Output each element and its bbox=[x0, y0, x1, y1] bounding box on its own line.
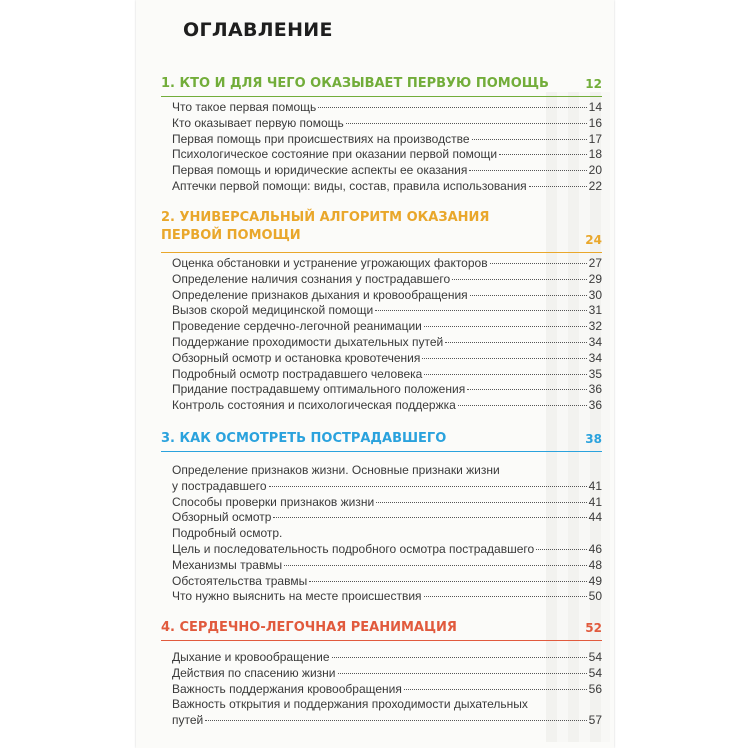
toc-entry[interactable] bbox=[172, 319, 602, 335]
entry-title: Способы проверки признаков жизни bbox=[172, 494, 375, 509]
entry-page: 44 bbox=[588, 510, 602, 525]
dot-leader bbox=[338, 673, 587, 674]
section-page: 38 bbox=[585, 432, 602, 446]
page-title: ОГЛАВЛЕНИЕ bbox=[183, 19, 333, 41]
entry-title: Действия по спасению жизни bbox=[172, 665, 336, 680]
dot-leader bbox=[472, 139, 587, 140]
dot-leader bbox=[470, 295, 587, 296]
dot-leader bbox=[346, 123, 587, 124]
toc-entry[interactable] bbox=[172, 463, 602, 479]
toc-entry[interactable] bbox=[172, 288, 602, 304]
toc-entry[interactable] bbox=[172, 666, 602, 682]
entry-title: Поддержание проходимости дыхательных путей bbox=[172, 334, 444, 349]
entry-page: 46 bbox=[588, 541, 602, 556]
toc-entry[interactable] bbox=[172, 495, 602, 511]
entry-page: 34 bbox=[588, 334, 602, 349]
entry-page: 41 bbox=[588, 494, 602, 509]
entry-page: 54 bbox=[588, 665, 602, 680]
toc-entry[interactable] bbox=[172, 367, 602, 383]
toc-entry[interactable] bbox=[172, 589, 602, 605]
section-title: 4. СЕРДЕЧНО-ЛЕГОЧНАЯ РЕАНИМАЦИЯ bbox=[161, 620, 457, 635]
toc-section-1 bbox=[161, 75, 602, 195]
toc-entry[interactable] bbox=[172, 650, 602, 666]
toc-entry[interactable] bbox=[172, 382, 602, 398]
dot-leader bbox=[376, 502, 586, 503]
entry-list bbox=[161, 256, 602, 414]
dot-leader bbox=[445, 342, 586, 343]
dot-leader bbox=[273, 517, 586, 518]
toc-section-4 bbox=[161, 619, 602, 729]
dot-leader bbox=[284, 565, 587, 566]
dot-leader bbox=[422, 358, 586, 359]
toc-entry[interactable] bbox=[172, 116, 602, 132]
entry-page: 30 bbox=[588, 287, 602, 302]
section-title-line-1: 2. УНИВЕРСАЛЬНЫЙ АЛГОРИТМ ОКАЗАНИЯ bbox=[161, 210, 490, 225]
toc-entry[interactable] bbox=[172, 335, 602, 351]
entry-page: 16 bbox=[588, 115, 602, 130]
entry-page: 35 bbox=[588, 366, 602, 381]
dot-leader bbox=[529, 186, 587, 187]
entry-title: Первая помощь при происшествиях на производстве bbox=[172, 131, 470, 146]
toc-entry[interactable] bbox=[172, 272, 602, 288]
entry-title: Подробный осмотр пострадавшего человека bbox=[172, 366, 423, 381]
dot-leader bbox=[452, 279, 587, 280]
section-divider bbox=[161, 640, 602, 641]
dot-leader bbox=[469, 170, 586, 171]
entry-page: 41 bbox=[588, 478, 602, 493]
section-header[interactable] bbox=[161, 75, 602, 93]
entry-title: Придание пострадавшему оптимального положения bbox=[172, 382, 466, 397]
entry-page: 27 bbox=[588, 256, 602, 270]
toc-entry[interactable] bbox=[172, 256, 602, 272]
entry-page: 57 bbox=[588, 713, 602, 728]
entry-title: Что нужно выяснить на месте происшествия bbox=[172, 589, 422, 604]
entry-page: 54 bbox=[588, 650, 602, 664]
dot-leader bbox=[490, 263, 587, 264]
entry-page: 32 bbox=[588, 319, 602, 334]
dot-leader bbox=[458, 405, 587, 406]
entry-title: Определение признаков жизни. Основные признаки жизни bbox=[172, 463, 500, 477]
entry-list bbox=[161, 650, 602, 729]
entry-page: 48 bbox=[588, 557, 602, 572]
entry-title: Дыхание и кровообращение bbox=[172, 650, 330, 664]
toc-entry[interactable] bbox=[172, 479, 602, 495]
section-title bbox=[161, 209, 551, 245]
dot-leader bbox=[424, 596, 587, 597]
section-header[interactable] bbox=[161, 209, 602, 249]
section-page: 12 bbox=[585, 77, 602, 91]
section-page: 52 bbox=[585, 621, 602, 635]
entry-page: 31 bbox=[588, 303, 602, 318]
dot-leader bbox=[269, 486, 587, 487]
toc-entry[interactable] bbox=[172, 303, 602, 319]
entry-title: у пострадавшего bbox=[172, 478, 267, 493]
section-divider bbox=[161, 96, 602, 97]
dot-leader bbox=[467, 389, 586, 390]
entry-page: 14 bbox=[588, 100, 602, 114]
toc-section-3 bbox=[161, 430, 602, 605]
entry-title: Первая помощь и юридические аспекты ее оказания bbox=[172, 163, 468, 178]
entry-page: 50 bbox=[588, 589, 602, 604]
toc-entry[interactable] bbox=[172, 163, 602, 179]
section-header[interactable] bbox=[161, 619, 602, 637]
dot-leader bbox=[375, 310, 586, 311]
dot-leader bbox=[424, 374, 586, 375]
entry-list bbox=[161, 463, 602, 605]
toc-entry[interactable] bbox=[172, 398, 602, 414]
toc-entry[interactable] bbox=[172, 510, 602, 526]
toc-entry[interactable] bbox=[172, 713, 602, 729]
entry-title: Кто оказывает первую помощь bbox=[172, 115, 344, 130]
entry-page: 36 bbox=[588, 382, 602, 397]
entry-title: путей bbox=[172, 713, 204, 728]
dot-leader bbox=[309, 581, 586, 582]
entry-page: 56 bbox=[588, 681, 602, 696]
dot-leader bbox=[205, 720, 586, 721]
entry-title: Оценка обстановки и устранение угрожающих факторов bbox=[172, 256, 488, 270]
toc-entry[interactable] bbox=[172, 574, 602, 590]
entry-title: Важность открытия и поддержания проходимости дыхательных bbox=[172, 697, 528, 712]
toc-section-2 bbox=[161, 209, 602, 414]
entry-page: 17 bbox=[588, 131, 602, 146]
entry-title: Важность поддержания кровообращения bbox=[172, 681, 402, 696]
entry-title: Определение наличия сознания у пострадавшего bbox=[172, 271, 451, 286]
section-header[interactable] bbox=[161, 430, 602, 448]
toc-entry[interactable] bbox=[172, 542, 602, 558]
toc-entry[interactable] bbox=[172, 558, 602, 574]
entry-title: Цель и последовательность подробного осмотра пострадавшего bbox=[172, 541, 535, 556]
dot-leader bbox=[404, 689, 587, 690]
section-page: 24 bbox=[585, 233, 602, 247]
entry-title: Проведение сердечно-легочной реанимации bbox=[172, 319, 422, 334]
dot-leader bbox=[499, 154, 587, 155]
entry-title: Определение признаков дыхания и кровообращения bbox=[172, 287, 468, 302]
toc-entry[interactable] bbox=[172, 147, 602, 163]
entry-page: 36 bbox=[588, 398, 602, 413]
entry-page: 49 bbox=[588, 573, 602, 588]
entry-title: Обзорный осмотр и остановка кровотечения bbox=[172, 350, 421, 365]
toc-entry[interactable] bbox=[172, 351, 602, 367]
entry-title: Аптечки первой помощи: виды, состав, правила использования bbox=[172, 178, 527, 193]
entry-title: Психологическое состояние при оказании первой помощи bbox=[172, 147, 498, 162]
section-divider bbox=[161, 451, 602, 452]
entry-title: Механизмы травмы bbox=[172, 557, 283, 572]
dot-leader bbox=[536, 549, 586, 550]
entry-title: Обзорный осмотр bbox=[172, 510, 272, 525]
book-page bbox=[136, 0, 614, 748]
entry-list bbox=[161, 100, 602, 195]
entry-page: 29 bbox=[588, 271, 602, 286]
toc-entry[interactable] bbox=[172, 132, 602, 148]
toc-entry[interactable] bbox=[172, 682, 602, 698]
entry-title: Контроль состояния и психологическая поддержка bbox=[172, 398, 456, 413]
section-title-line-2: ПЕРВОЙ ПОМОЩИ bbox=[161, 228, 301, 243]
dot-leader bbox=[332, 657, 587, 658]
toc-entry[interactable] bbox=[172, 100, 602, 116]
toc-entry[interactable] bbox=[172, 697, 602, 713]
dot-leader bbox=[318, 107, 586, 108]
entry-page: 20 bbox=[588, 163, 602, 178]
toc-entry[interactable] bbox=[172, 179, 602, 195]
entry-title: Вызов скорой медицинской помощи bbox=[172, 303, 374, 318]
section-title: 3. КАК ОСМОТРЕТЬ ПОСТРАДАВШЕГО bbox=[161, 431, 447, 446]
entry-page: 18 bbox=[588, 147, 602, 162]
section-divider bbox=[161, 252, 602, 253]
entry-page: 22 bbox=[588, 178, 602, 193]
toc-entry[interactable] bbox=[172, 526, 602, 542]
entry-title: Подробный осмотр. bbox=[172, 526, 283, 541]
dot-leader bbox=[424, 326, 587, 327]
section-title: 1. КТО И ДЛЯ ЧЕГО ОКАЗЫВАЕТ ПЕРВУЮ ПОМОЩЬ bbox=[161, 76, 549, 91]
entry-title: Обстоятельства травмы bbox=[172, 573, 308, 588]
entry-title: Что такое первая помощь bbox=[172, 100, 317, 114]
entry-page: 34 bbox=[588, 350, 602, 365]
